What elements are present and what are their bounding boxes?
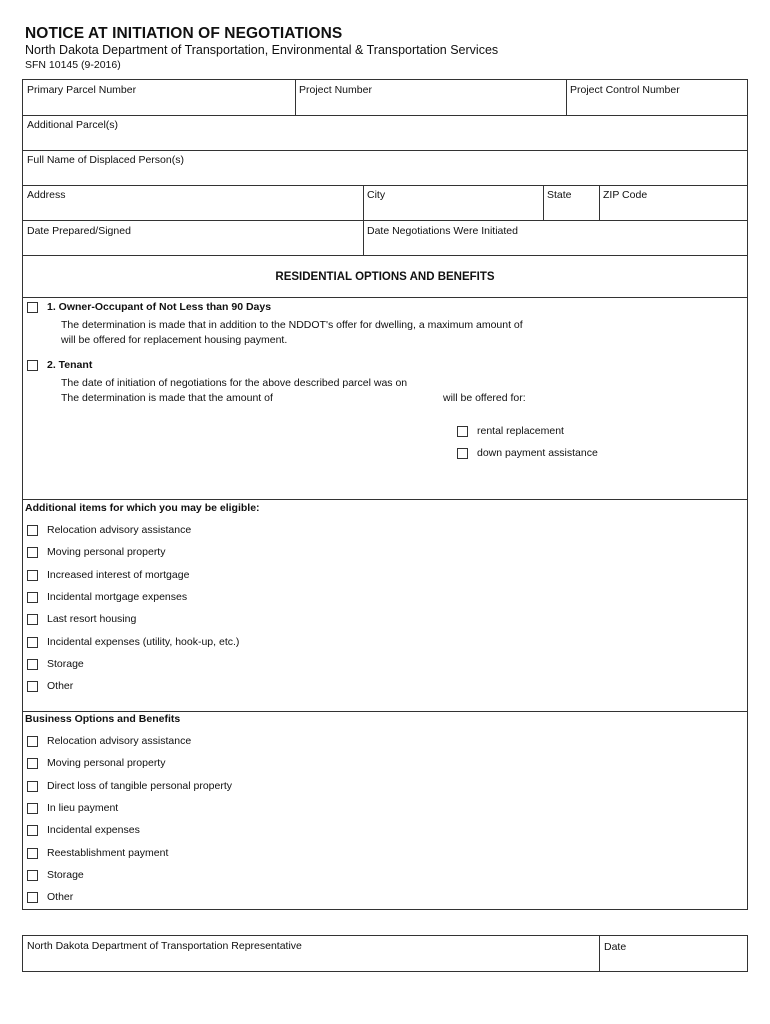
date-prepared-field[interactable]: Date Prepared/Signed [27,225,131,237]
additional-item-checkbox-6[interactable] [27,637,38,648]
tenant-label: 2. Tenant [47,359,93,371]
address-field[interactable]: Address [27,189,66,201]
owner-text-line1: The determination is made that in addition to the NDDOT's offer for dwelling, a maximum amount of [61,319,523,331]
signature-date-field[interactable]: Date [604,941,627,953]
owner-occupant-label: 1. Owner-Occupant of Not Less than 90 Days [47,301,272,313]
down-payment-label: down payment assistance [477,447,598,459]
additional-items-heading: Additional items for which you may be eligible: [25,502,260,514]
business-item-checkbox-4[interactable] [27,803,38,814]
business-item-label-4: In lieu payment [47,801,119,814]
form-number: SFN 10145 (9-2016) [25,59,121,71]
business-item-checkbox-5[interactable] [27,825,38,836]
business-item-label-1: Relocation advisory assistance [47,735,192,747]
residential-heading: RESIDENTIAL OPTIONS AND BENEFITS [275,271,495,283]
city-field[interactable]: City [367,189,386,201]
additional-item-checkbox-7[interactable] [27,659,38,670]
additional-item-label-3: Increased interest of mortgage [47,568,190,581]
additional-item-checkbox-5[interactable] [27,614,38,625]
representative-field[interactable]: North Dakota Department of Transportation Representative [27,940,302,952]
rental-replacement-checkbox[interactable] [457,426,468,437]
zip-code-field[interactable]: ZIP Code [603,189,648,201]
state-field[interactable]: State [547,189,572,201]
business-item-checkbox-3[interactable] [27,781,38,792]
additional-item-label-8: Other [47,680,74,693]
additional-item-checkbox-8[interactable] [27,681,38,692]
tenant-text-line2: The determination is made that the amount of [61,392,273,404]
business-item-label-3: Direct loss of tangible personal property [47,779,233,792]
business-item-label-7: Storage [47,868,84,881]
project-number-field[interactable]: Project Number [299,84,372,96]
form-title: NOTICE AT INITIATION OF NEGOTIATIONS [25,25,343,42]
additional-item-label-6: Incidental expenses (utility, hook-up, etc.) [47,635,240,648]
project-control-number-field[interactable]: Project Control Number [570,84,680,96]
primary-parcel-field[interactable]: Primary Parcel Number [27,84,137,96]
additional-item-checkbox-1[interactable] [27,525,38,536]
owner-occupant-checkbox[interactable] [27,302,38,313]
additional-item-checkbox-4[interactable] [27,592,38,603]
down-payment-checkbox[interactable] [457,448,468,459]
date-negotiations-field[interactable]: Date Negotiations Were Initiated [367,225,518,237]
form-subtitle: North Dakota Department of Transportation, Environmental & Transportation Services [25,43,499,57]
full-name-field[interactable]: Full Name of Displaced Person(s) [27,154,184,166]
additional-item-label-2: Moving personal property [47,546,166,559]
tenant-text-line1: The date of initiation of negotiations for the above described parcel was on [61,377,408,389]
business-heading: Business Options and Benefits [25,713,181,725]
additional-item-label-4: Incidental mortgage expenses [47,590,188,603]
business-item-checkbox-6[interactable] [27,848,38,859]
business-item-label-2: Moving personal property [47,757,166,770]
business-item-checkbox-2[interactable] [27,758,38,769]
additional-item-checkbox-3[interactable] [27,570,38,581]
additional-parcels-field[interactable]: Additional Parcel(s) [27,119,119,131]
additional-item-label-5: Last resort housing [47,613,137,626]
rental-replacement-label: rental replacement [477,425,564,437]
business-item-checkbox-7[interactable] [27,870,38,881]
tenant-checkbox[interactable] [27,360,38,371]
business-item-label-6: Reestablishment payment [47,846,169,859]
business-item-checkbox-8[interactable] [27,892,38,903]
business-item-label-8: Other [47,891,74,904]
business-item-label-5: Incidental expenses [47,824,140,837]
owner-text-line2: will be offered for replacement housing payment. [61,334,288,346]
additional-item-label-7: Storage [47,657,84,670]
tenant-text-line3: will be offered for: [443,392,526,404]
additional-item-label-1: Relocation advisory assistance [47,524,192,536]
business-item-checkbox-1[interactable] [27,736,38,747]
additional-item-checkbox-2[interactable] [27,547,38,558]
